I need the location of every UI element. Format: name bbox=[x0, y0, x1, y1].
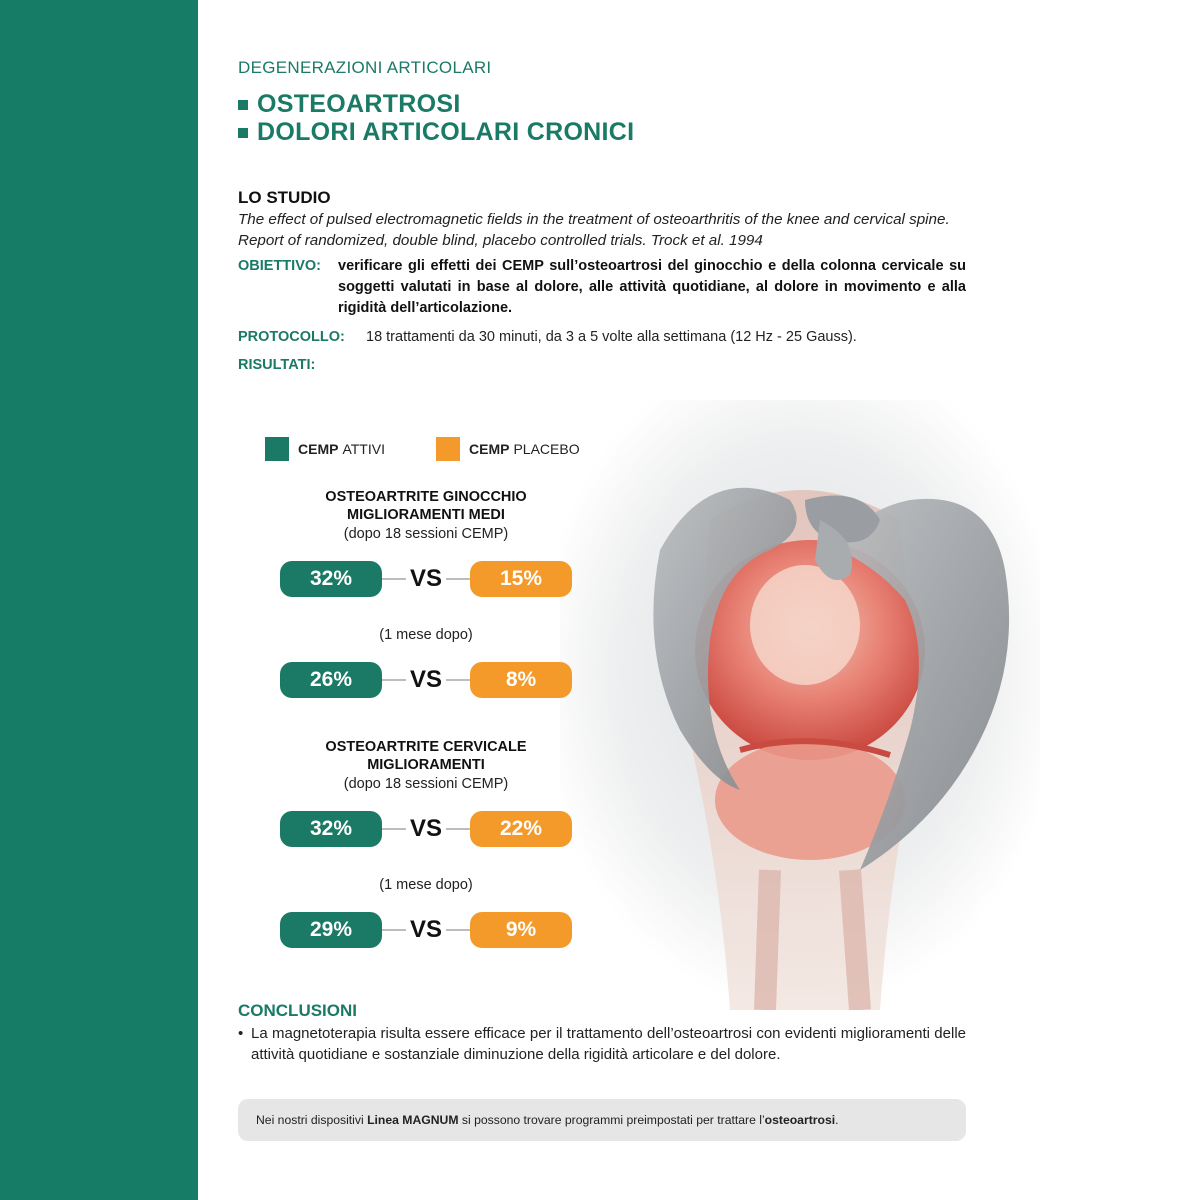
study-reference: The effect of pulsed electromagnetic fields in the treatment of osteoarthritis of the knee and cervical spine. Report of randomized, double blind, placebo controlled trials. Trock et al. 1994 bbox=[238, 211, 950, 249]
placebo-value-pill: 9% bbox=[470, 912, 572, 948]
placebo-value-pill: 22% bbox=[470, 811, 572, 847]
active-value-pill: 32% bbox=[280, 811, 382, 847]
legend-placebo-rest: PLACEBO bbox=[513, 441, 580, 457]
cervical-heading-line2: MIGLIORAMENTI bbox=[367, 757, 485, 773]
knee-comparison-row-2 bbox=[280, 662, 572, 698]
objective-text: verificare gli effetti dei CEMP sull’osteoartrosi del ginocchio e della colonna cervicale su soggetti valutati in base al dolore, alle attività quotidiane, al dolore in movimento e alla rigidità dell’articolazione. bbox=[338, 258, 966, 316]
conclusions-heading: CONCLUSIONI bbox=[238, 1001, 357, 1020]
vs-label: VS bbox=[406, 662, 446, 698]
knee-between-note: (1 mese dopo) bbox=[379, 627, 473, 643]
cervical-comparison-row-1 bbox=[280, 811, 572, 847]
cervical-between-note: (1 mese dopo) bbox=[379, 877, 473, 893]
placebo-value-pill: 15% bbox=[470, 561, 572, 597]
title-dolori bbox=[238, 118, 634, 147]
legend-swatch-active bbox=[265, 437, 289, 461]
product-line-name: Linea MAGNUM bbox=[367, 1113, 459, 1127]
conclusions-body bbox=[238, 1023, 966, 1065]
legend-active-bold: CEMP bbox=[298, 441, 339, 457]
active-value-pill: 26% bbox=[280, 662, 382, 698]
product-note-part3: . bbox=[835, 1113, 839, 1127]
vs-label: VS bbox=[406, 811, 446, 847]
product-note-part1: Nei nostri dispositivi bbox=[256, 1113, 368, 1127]
placebo-value-pill: 8% bbox=[470, 662, 572, 698]
square-bullet-icon bbox=[238, 100, 248, 110]
side-color-band bbox=[0, 0, 198, 1200]
section-kicker: DEGENERAZIONI ARTICOLARI bbox=[238, 58, 492, 77]
product-note-box bbox=[238, 1099, 966, 1141]
legend-placebo-bold: CEMP bbox=[469, 441, 510, 457]
study-heading: LO STUDIO bbox=[238, 188, 331, 207]
bullet-icon: • bbox=[238, 1025, 244, 1042]
product-note bbox=[256, 1113, 839, 1127]
objective-label: OBIETTIVO: bbox=[238, 258, 321, 274]
knee-heading-line1: OSTEOARTRITE GINOCCHIO bbox=[325, 489, 527, 505]
legend-placebo bbox=[436, 437, 580, 461]
protocol-text: 18 trattamenti da 30 minuti, da 3 a 5 volte alla settimana (12 Hz - 25 Gauss). bbox=[366, 329, 857, 345]
title-text: OSTEOARTROSI bbox=[257, 90, 461, 118]
knee-comparison-row-1 bbox=[280, 561, 572, 597]
cervical-heading bbox=[280, 738, 572, 774]
legend-active bbox=[265, 437, 385, 461]
condition-name: osteoartrosi bbox=[764, 1113, 836, 1127]
results-label: RISULTATI: bbox=[238, 357, 316, 373]
knee-note: (dopo 18 sessioni CEMP) bbox=[343, 526, 509, 542]
legend-active-rest: ATTIVI bbox=[342, 441, 385, 457]
vs-label: VS bbox=[406, 561, 446, 597]
conclusions-text: La magnetoterapia risulta essere efficace per il trattamento dell’osteoartrosi con evidenti miglioramenti delle attività quotidiane e sostanziale diminuzione della rigidità articolare e del dolore. bbox=[251, 1025, 966, 1063]
product-note-part2: si possono trovare programmi preimpostati per trattare l’ bbox=[458, 1113, 765, 1127]
vs-label: VS bbox=[406, 912, 446, 948]
knee-heading-line2: MIGLIORAMENTI MEDI bbox=[347, 507, 505, 523]
knee-pain-hands-illustration bbox=[560, 400, 1040, 1010]
square-bullet-icon bbox=[238, 128, 248, 138]
title-osteoartrosi bbox=[238, 90, 461, 119]
protocol-label: PROTOCOLLO: bbox=[238, 329, 345, 345]
legend-swatch-placebo bbox=[436, 437, 460, 461]
knee-heading bbox=[280, 488, 572, 524]
active-value-pill: 32% bbox=[280, 561, 382, 597]
title-text: DOLORI ARTICOLARI CRONICI bbox=[257, 118, 635, 146]
cervical-comparison-row-2 bbox=[280, 912, 572, 948]
active-value-pill: 29% bbox=[280, 912, 382, 948]
cervical-note: (dopo 18 sessioni CEMP) bbox=[343, 776, 509, 792]
cervical-heading-line1: OSTEOARTRITE CERVICALE bbox=[325, 739, 527, 755]
